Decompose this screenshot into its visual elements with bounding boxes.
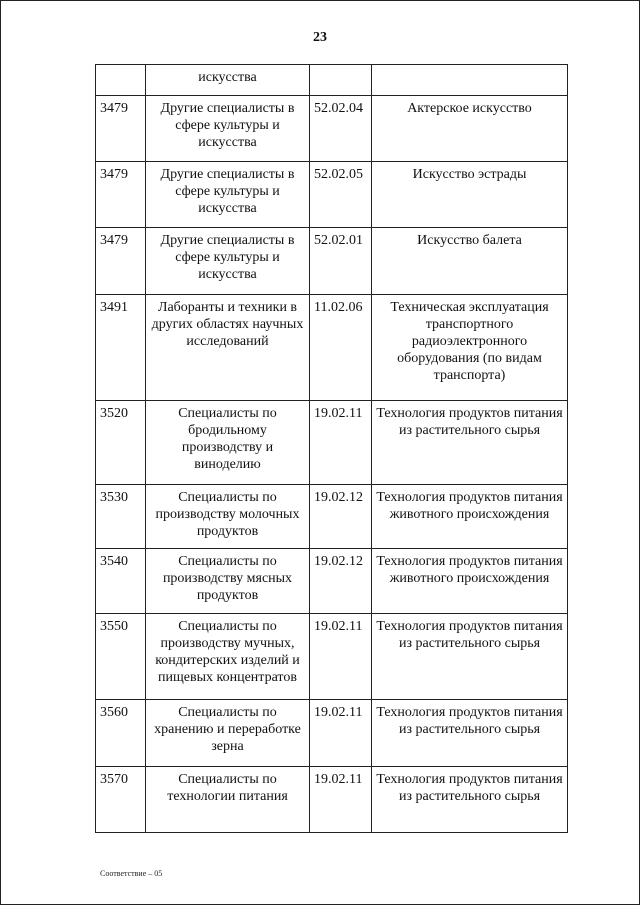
specialty-name-cell: Технология продуктов питания животного происхождения — [372, 485, 568, 549]
specialty-code-cell: 19.02.12 — [310, 485, 372, 549]
specialty-name-cell: Технология продуктов питания из растительного сырья — [372, 700, 568, 767]
specialty-code-cell: 52.02.04 — [310, 96, 372, 162]
table-row — [96, 767, 568, 833]
specialty-code-cell: 19.02.12 — [310, 549, 372, 614]
occupation-code-cell — [96, 65, 146, 96]
occupation-code-cell: 3530 — [96, 485, 146, 549]
occupation-code-cell: 3479 — [96, 228, 146, 295]
specialty-code-cell: 19.02.11 — [310, 767, 372, 833]
occupation-code-cell: 3540 — [96, 549, 146, 614]
table-row — [96, 401, 568, 485]
occupation-code-cell: 3491 — [96, 295, 146, 401]
specialty-code-cell: 52.02.01 — [310, 228, 372, 295]
specialty-name-cell: Техническая эксплуатация транспортного радиоэлектронного оборудования (по видам транспорта) — [372, 295, 568, 401]
occupation-code-cell: 3560 — [96, 700, 146, 767]
specialty-name-cell: Искусство балета — [372, 228, 568, 295]
specialty-code-cell: 11.02.06 — [310, 295, 372, 401]
occupation-title-cell: Лаборанты и техники в других областях научных исследований — [146, 295, 310, 401]
occupation-code-cell: 3479 — [96, 162, 146, 228]
table-row — [96, 96, 568, 162]
occupation-code-cell: 3520 — [96, 401, 146, 485]
table-row — [96, 295, 568, 401]
specialty-name-cell: Технология продуктов питания из растительного сырья — [372, 767, 568, 833]
occupation-title-cell: искусства — [146, 65, 310, 96]
occupation-code-cell: 3570 — [96, 767, 146, 833]
table-row — [96, 162, 568, 228]
occupation-title-cell: Специалисты по производству молочных продуктов — [146, 485, 310, 549]
occupation-title-cell: Специалисты по производству мучных, кондитерских изделий и пищевых концентратов — [146, 614, 310, 700]
specialty-name-cell: Технология продуктов питания из растительного сырья — [372, 401, 568, 485]
specialty-name-cell: Технология продуктов питания из растительного сырья — [372, 614, 568, 700]
table-row — [96, 228, 568, 295]
specialty-name-cell: Искусство эстрады — [372, 162, 568, 228]
specialty-code-cell: 52.02.05 — [310, 162, 372, 228]
specialty-code-cell: 19.02.11 — [310, 700, 372, 767]
table-row — [96, 614, 568, 700]
occupations-table — [95, 64, 568, 833]
specialty-code-cell: 19.02.11 — [310, 614, 372, 700]
occupation-title-cell: Другие специалисты в сфере культуры и искусства — [146, 228, 310, 295]
occupation-code-cell: 3479 — [96, 96, 146, 162]
table-row — [96, 549, 568, 614]
specialty-name-cell: Технология продуктов питания животного происхождения — [372, 549, 568, 614]
specialty-code-cell — [310, 65, 372, 96]
occupation-title-cell: Другие специалисты в сфере культуры и искусства — [146, 96, 310, 162]
specialty-name-cell: Актерское искусство — [372, 96, 568, 162]
occupation-title-cell: Специалисты по бродильному производству и виноделию — [146, 401, 310, 485]
table-row — [96, 65, 568, 96]
occupation-title-cell: Специалисты по производству мясных продуктов — [146, 549, 310, 614]
table-row — [96, 700, 568, 767]
page-number: 23 — [313, 30, 327, 45]
footer-note: Соответствие – 05 — [100, 869, 163, 878]
occupation-title-cell: Специалисты по технологии питания — [146, 767, 310, 833]
occupation-title-cell: Специалисты по хранению и переработке зерна — [146, 700, 310, 767]
specialty-code-cell: 19.02.11 — [310, 401, 372, 485]
occupation-title-cell: Другие специалисты в сфере культуры и искусства — [146, 162, 310, 228]
specialty-name-cell — [372, 65, 568, 96]
occupation-code-cell: 3550 — [96, 614, 146, 700]
table-row — [96, 485, 568, 549]
